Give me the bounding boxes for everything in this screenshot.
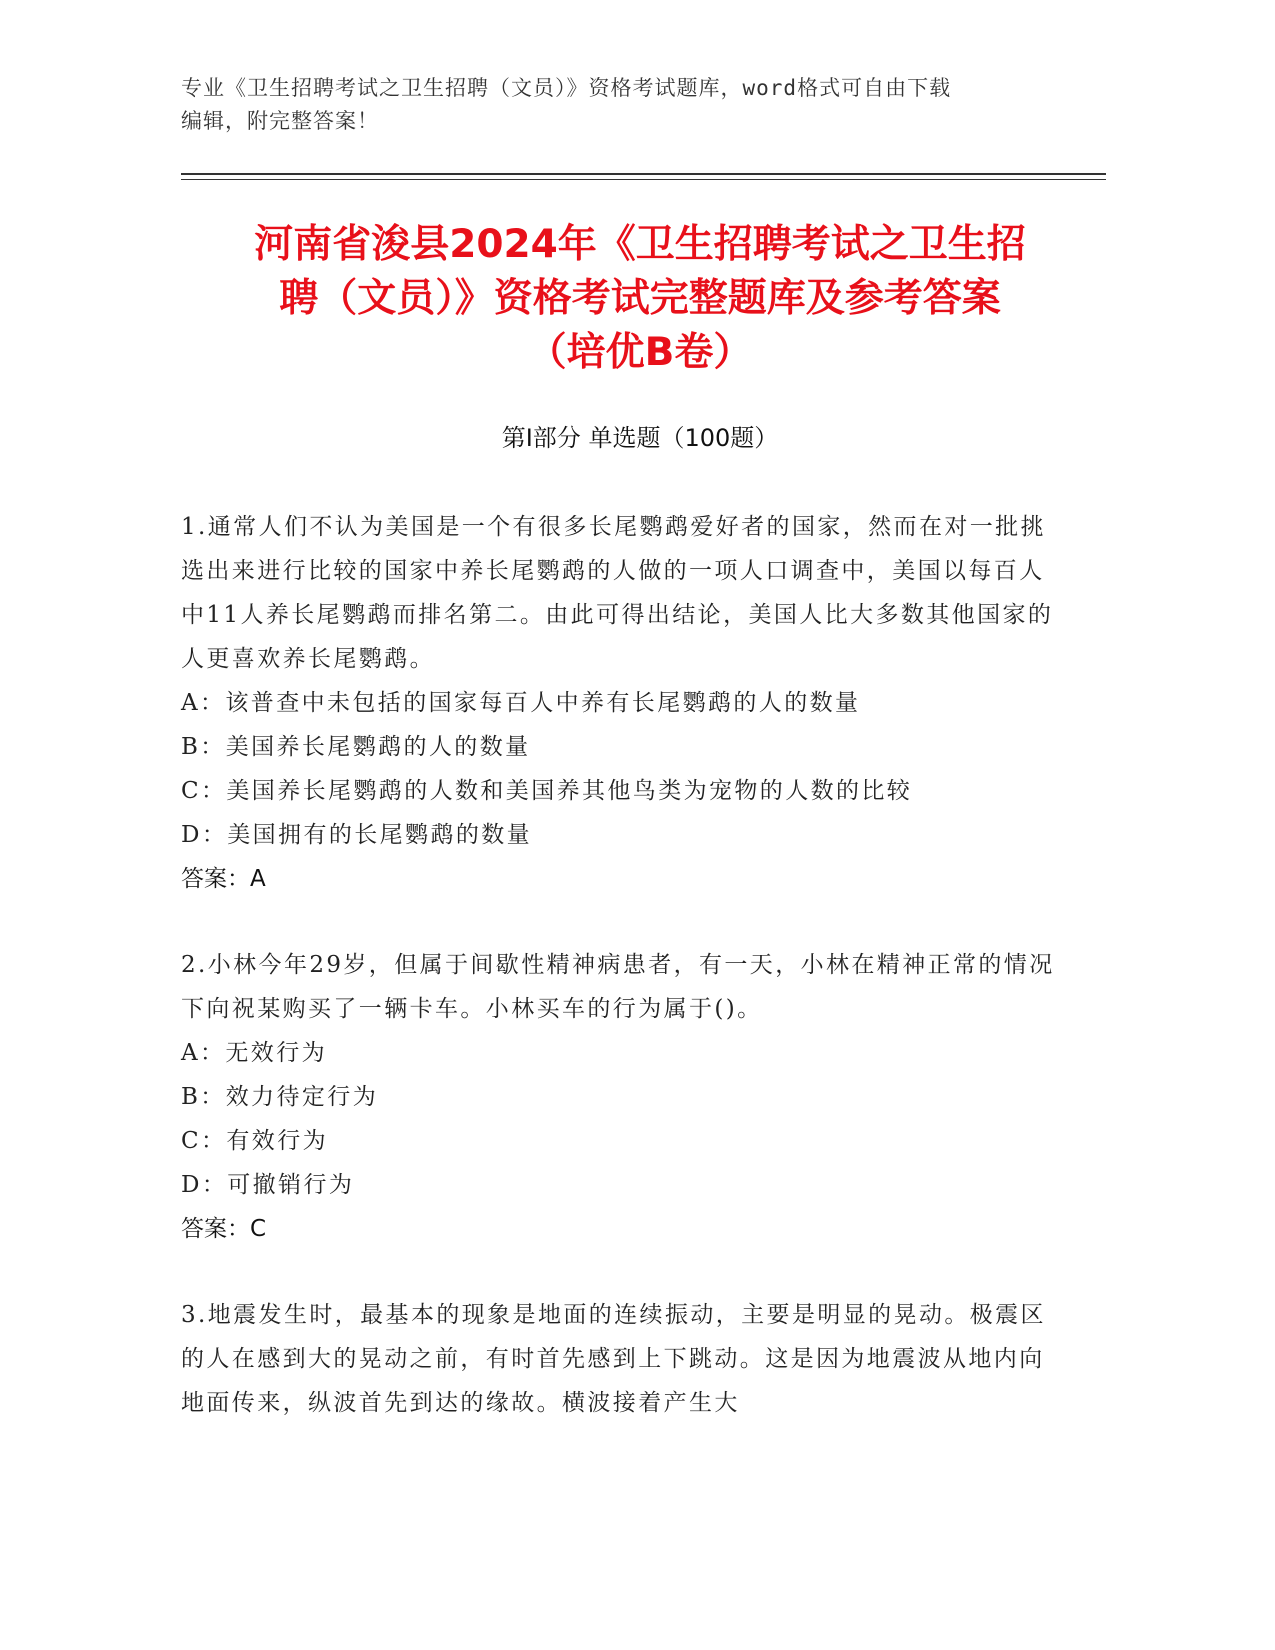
title-line-1: 河南省浚县2024年《卫生招聘考试之卫生招: [254, 222, 1026, 267]
question-list: [181, 505, 1061, 1467]
header-rule-thick: [181, 173, 1106, 175]
title-line-3: （培优B卷）: [527, 330, 753, 375]
title-line-2: 聘（文员）》资格考试完整题库及参考答案: [279, 276, 1001, 321]
question-text: 1.通常人们不认为美国是一个有很多长尾鹦鹉爱好者的国家，然而在对一批挑选出来进行比较的国家中养长尾鹦鹉的人做的一项人口调查中，美国以每百人中11人养长尾鹦鹉而排名第二。由此可得出结论，美国人比大多数其他国家的人更喜欢养长尾鹦鹉。: [181, 514, 1054, 672]
header-rule-thin: [181, 179, 1106, 180]
document-title: [160, 218, 1120, 380]
answer: 答案：C: [181, 1216, 267, 1242]
question-3: [181, 1293, 1061, 1425]
option-d: D：可撤销行为: [181, 1172, 355, 1198]
header-line-2: 编辑，附完整答案！: [181, 109, 379, 133]
header-line-1: 专业《卫生招聘考试之卫生招聘（文员）》资格考试题库，word格式可自由下载: [181, 76, 952, 100]
answer: 答案：A: [181, 866, 266, 892]
question-2: [181, 943, 1061, 1251]
question-1: [181, 505, 1061, 901]
option-d: D：美国拥有的长尾鹦鹉的数量: [181, 822, 533, 848]
option-b: B：效力待定行为: [181, 1084, 379, 1110]
option-c: C：美国养长尾鹦鹉的人数和美国养其他鸟类为宠物的人数的比较: [181, 778, 913, 804]
question-text: 2.小林今年29岁，但属于间歇性精神病患者，有一天，小林在精神正常的情况下向祝某购买了一辆卡车。小林买车的行为属于()。: [181, 952, 1055, 1022]
option-c: C：有效行为: [181, 1128, 328, 1154]
section-heading: 第Ⅰ部分 单选题（100题）: [501, 424, 779, 452]
option-b: B：美国养长尾鹦鹉的人的数量: [181, 734, 531, 760]
question-text: 3.地震发生时，最基本的现象是地面的连续振动，主要是明显的晃动。极震区的人在感到大的晃动之前，有时首先感到上下跳动。这是因为地震波从地内向地面传来，纵波首先到达的缘故。横波接着产生大: [181, 1302, 1046, 1416]
option-a: A：无效行为: [181, 1040, 328, 1066]
document-header: [181, 72, 1061, 138]
option-a: A：该普查中未包括的国家每百人中养有长尾鹦鹉的人的数量: [181, 690, 861, 716]
